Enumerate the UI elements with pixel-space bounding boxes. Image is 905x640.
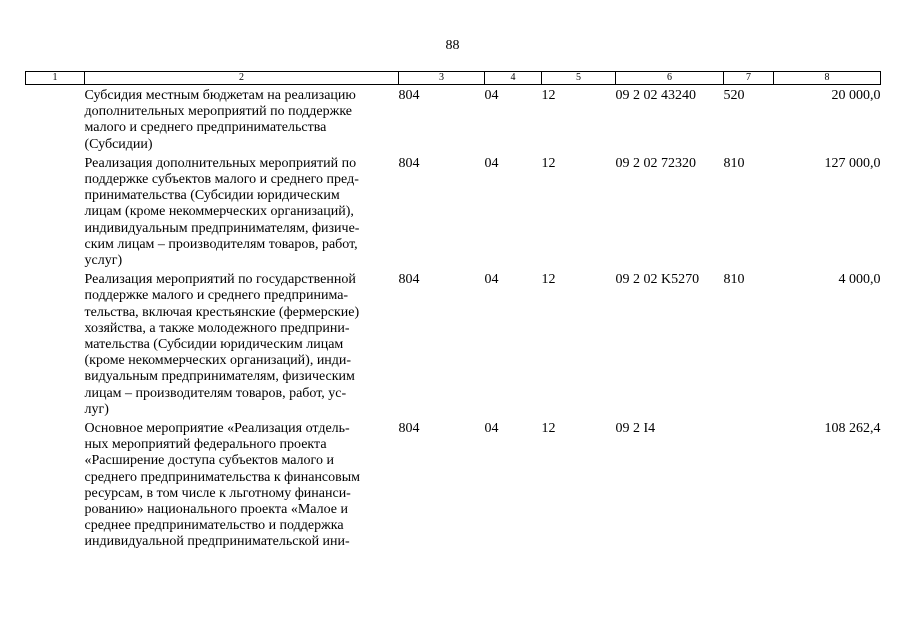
amount-cell: 127 000,0 xyxy=(824,155,881,171)
ministry-code-cell: 804 xyxy=(398,88,420,103)
description-line: индивидуальным предпринимателям, физиче- xyxy=(84,220,360,236)
description-cell xyxy=(85,153,399,269)
description-line: «Расширение доступа субъектов малого и xyxy=(84,453,334,469)
column-header: 1 xyxy=(26,72,85,85)
column-header: 5 xyxy=(542,72,616,85)
description-line: лицам – производителям товаров, работ, ус- xyxy=(84,385,347,401)
subsection-code-cell: 12 xyxy=(541,88,556,103)
target-article-cell: 09 2 02 72320 xyxy=(615,155,696,171)
table-row xyxy=(26,418,881,551)
description-line: Субсидия местным бюджетам на реализацию xyxy=(84,88,356,103)
row-number-cell xyxy=(26,85,85,153)
column-number-header xyxy=(26,72,881,85)
table-row xyxy=(26,85,881,153)
description-line: среднее предпринимательство и поддержка xyxy=(84,518,344,534)
description-line: хозяйства, а также молодежного предприни- xyxy=(84,320,350,336)
description-line: ским лицам – производителям товаров, работ, xyxy=(84,236,358,252)
column-header: 8 xyxy=(774,72,881,85)
description-line: Реализация мероприятий по государственной xyxy=(84,272,356,288)
description-line: (кроме некоммерческих организаций), инди- xyxy=(84,353,352,369)
description-cell xyxy=(85,269,399,418)
target-article-cell: 09 2 02 43240 xyxy=(615,88,696,103)
ministry-code-cell: 804 xyxy=(398,421,420,437)
table-row xyxy=(26,269,881,418)
description-line: поддержке субъектов малого и среднего пред- xyxy=(84,172,359,188)
description-line: принимательства (Субсидии юридическим xyxy=(84,188,340,204)
description-cell xyxy=(85,418,399,551)
description-line: рованию» национального проекта «Малое и xyxy=(84,502,349,518)
description-line: услуг) xyxy=(84,253,123,269)
target-article-cell: 09 2 I4 xyxy=(615,421,656,437)
description-line: ресурсам, в том числе к льготному финанси- xyxy=(84,485,351,501)
description-line: луг) xyxy=(84,401,109,417)
description-line: среднего предпринимательства к финансовым xyxy=(84,469,361,485)
column-header: 7 xyxy=(724,72,774,85)
column-header: 4 xyxy=(485,72,542,85)
amount-cell: 20 000,0 xyxy=(831,88,881,103)
ministry-code-cell: 804 xyxy=(398,155,420,171)
description-line: поддержке малого и среднего предпринима- xyxy=(84,288,349,304)
amount-cell: 4 000,0 xyxy=(838,272,881,288)
section-code-cell: 04 xyxy=(484,155,499,171)
description-line: дополнительных мероприятий по поддержке xyxy=(84,104,352,120)
row-number-cell xyxy=(26,153,85,269)
description-line: мательства (Субсидии юридическим лицам xyxy=(84,337,344,353)
section-code-cell: 04 xyxy=(484,421,499,437)
row-number-cell xyxy=(26,269,85,418)
description-line: Основное мероприятие «Реализация отдель- xyxy=(84,421,350,437)
description-line: ных мероприятий федерального проекта xyxy=(84,437,327,453)
amount-cell: 108 262,4 xyxy=(824,421,881,437)
column-header: 3 xyxy=(399,72,485,85)
section-code-cell: 04 xyxy=(484,88,499,103)
ministry-code-cell: 804 xyxy=(398,272,420,288)
section-code-cell: 04 xyxy=(484,272,499,288)
target-article-cell: 09 2 02 K5270 xyxy=(615,272,700,288)
expense-type-cell xyxy=(724,418,774,551)
expense-type-cell: 810 xyxy=(723,155,745,171)
description-line: индивидуальной предпринимательской ини- xyxy=(84,534,350,550)
table-row xyxy=(26,153,881,269)
subsection-code-cell: 12 xyxy=(541,272,556,288)
description-cell xyxy=(85,85,399,153)
description-line: лицам (кроме некоммерческих организаций), xyxy=(84,204,354,220)
budget-table xyxy=(25,71,881,551)
description-line: видуальным предпринимателям, физическим xyxy=(84,369,355,385)
subsection-code-cell: 12 xyxy=(541,421,556,437)
expense-type-cell: 810 xyxy=(723,272,745,288)
description-line: (Субсидии) xyxy=(84,136,153,152)
description-line: малого и среднего предпринимательства xyxy=(84,120,327,136)
subsection-code-cell: 12 xyxy=(541,155,556,171)
page-number: 88 xyxy=(445,38,460,53)
description-line: Реализация дополнительных мероприятий по xyxy=(84,155,357,171)
expense-type-cell: 520 xyxy=(723,88,745,103)
row-number-cell xyxy=(26,418,85,551)
column-header: 2 xyxy=(85,72,399,85)
column-header: 6 xyxy=(616,72,724,85)
description-line: тельства, включая крестьянские (фермерские) xyxy=(84,304,360,320)
